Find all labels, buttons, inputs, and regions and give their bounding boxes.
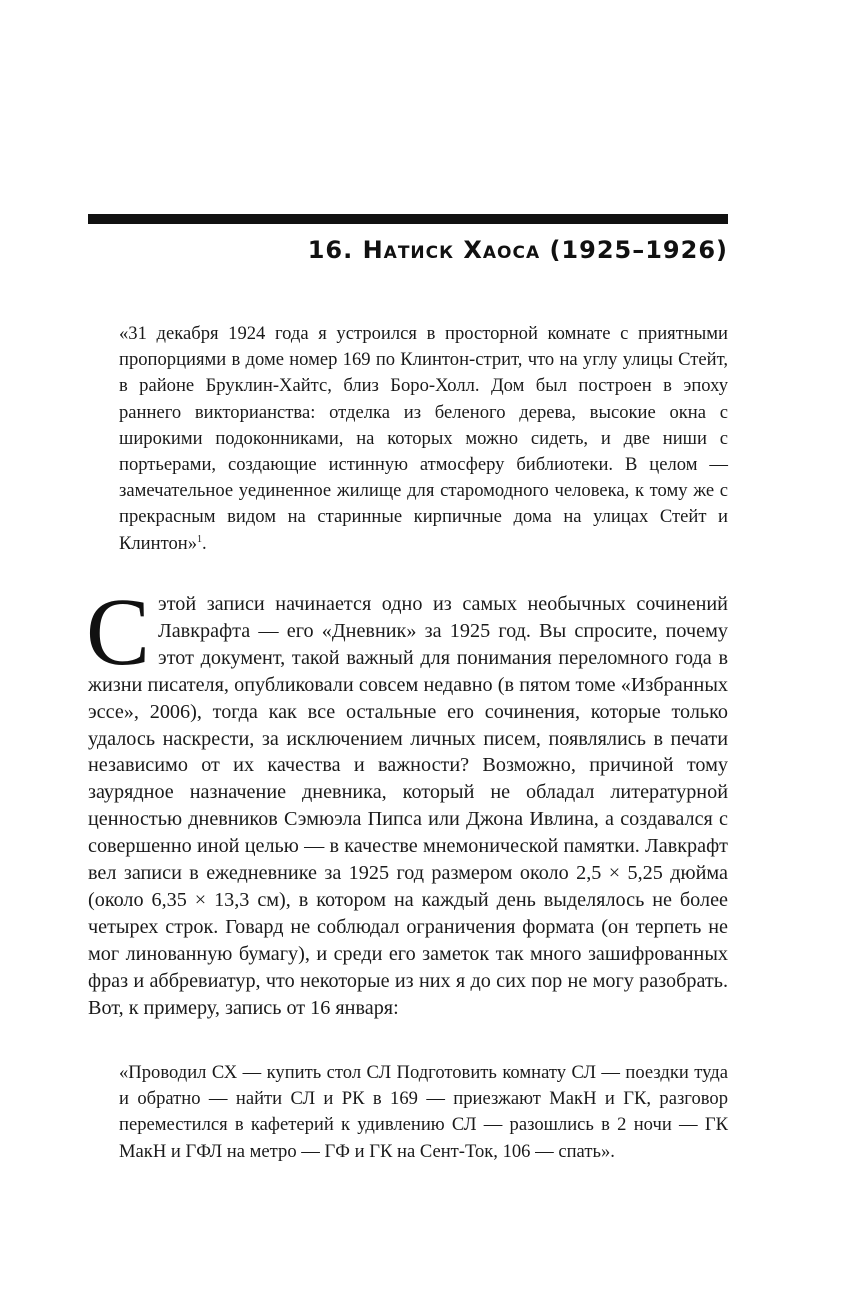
diary-quote-text: «Проводил СХ — купить стол СЛ Подготовить комнату СЛ — поездки туда и обратно — найти СЛ и РК в 169 — приезжают МакН и ГК, разговор переместился в кафетерий к удивлению СЛ — разошлись в 2 ночи — ГК МакН и ГФЛ на метро — ГФ и ГК на Сент-Ток, 106 — спать». [119, 1062, 728, 1162]
opening-quote: «31 декабря 1924 года я устроился в просторной комнате с приятными пропорциями в доме номер 169 по Клинтон-стрит, что на углу улицы Стейт, в районе Бруклин-Хайтс, близ Боро-Холл. Дом был построен в эпоху раннего викторианства: отделка из беленого дерева, высокие окна с широкими подоконниками, на которых можно сидеть, и две ниши с портьерами, создающие истинную атмосферу библиотеки. В целом — замечательное уединенное жилище для старомодного человека, к тому же с прекрасным видом на старинные кирпичные дома на улицах Стейт и Клинтон»$^1$. [119, 323, 728, 554]
main-paragraph [86, 578, 728, 1022]
chapter-rule [88, 214, 728, 224]
drop-cap: С [86, 578, 151, 685]
diary-quote [119, 1060, 728, 1165]
chapter-title: 16. Натиск Хаоса (1925–1926) [307, 236, 728, 264]
main-paragraph-text: этой записи начинается одно из самых необычных сочинений Лавкрафта — его «Дневник» за 1925 год. Вы спросите, почему этот документ, такой важный для понимания переломного года в жизни писателя, опубликовали совсем недавно (в пятом томе «Избранных эссе», 2006), тогда как все остальные его сочинения, которые только удалось наскрести, за исключением личных писем, появлялись в печати независимо от их качества и важности? Возможно, причиной тому заурядное назначение дневника, который не обладал литературной ценностью дневников Сэмюэла Пипса или Джона Ивлина, а создавался с совершенно иной целью — в качестве мнемонической памятки. Лавкрафт вел записи в ежедневнике за 1925 год размером около 2,5 × 5,25 дюйма (около 6,35 × 13,3 см), в котором на каждый день выделялось не более четырех строк. Говард не соблюдал ограничения формата (он терпеть не мог линованную бумагу), и среди его заметок так много зашифрованных фраз и аббревиатур, что некоторые из них я до сих пор не могу разобрать. Вот, к примеру, запись от 16 января: [88, 593, 728, 1019]
footnote-marker[interactable]: 1 [197, 533, 203, 545]
opening-quote-text: «31 декабря 1924 года я устроился в просторной комнате с приятными пропорциями в доме номер 169 по Клинтон-стрит, что на углу улицы Стейт, в районе Бруклин-Хайтс, близ Боро-Холл. Дом был построен в эпоху раннего викторианства: отделка из беленого дерева, высокие окна с широкими подоконниками, на которых можно сидеть, и две ниши с портьерами, создающие истинную атмосферу библиотеки. В целом — замечательное уединенное жилище для старомодного человека, к тому же с прекрасным видом на старинные кирпичные дома на улицах Стейт и Клинтон» [119, 323, 728, 554]
